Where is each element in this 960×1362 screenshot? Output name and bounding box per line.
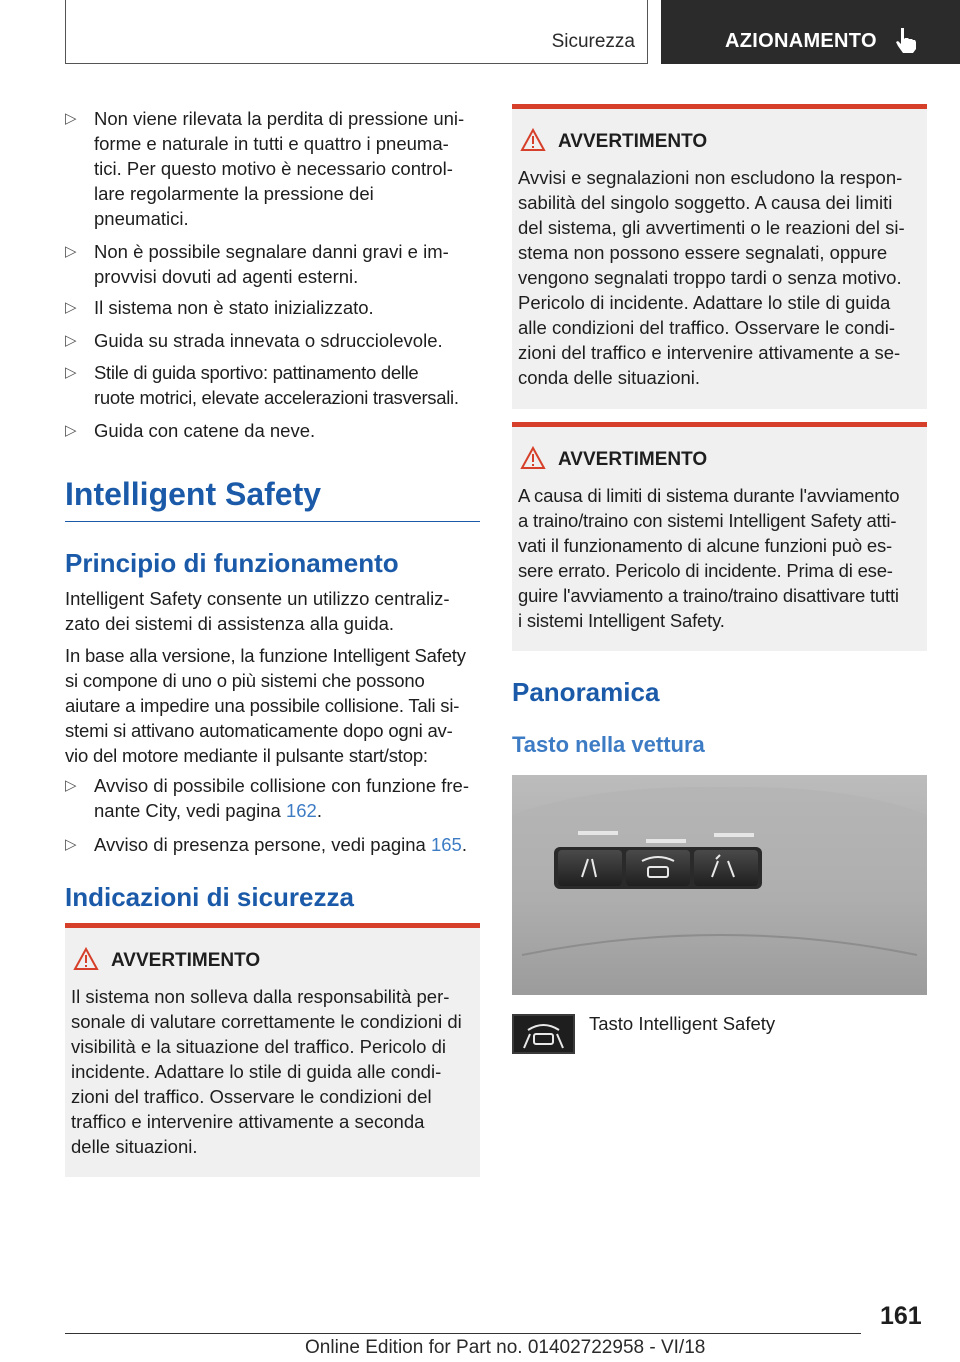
list-item: ▷ Guida su strada innevata o sdrucciolevole. (65, 330, 443, 351)
list-item: ▷ Avviso di presenza persone, vedi pagina 165. (65, 834, 467, 855)
warning-box (65, 923, 480, 1177)
list-item: ▷ Guida con catene da neve. (65, 420, 316, 441)
paragraph: In base alla versione, la funzione Intelligent Safety si compone di uno o più sistemi che possono aiutare a impedire una possibile collisione. Tali si- stemi si attivano automaticamente dopo ogni av- vio del motore mediante il pulsante start/stop: (65, 645, 466, 766)
pointing-hand-icon (892, 26, 920, 54)
intelligent-safety-button-icon (512, 1014, 575, 1054)
list-item: ▷ Il sistema non è stato inizializzato. (65, 297, 374, 318)
list-item: ▷ Non viene rilevata la perdita di pressione uni- forme e naturale in tutti e quattro i pneuma- tici. Per questo motivo è necessario control- lare regolarmente la pressione dei pneumatici. (65, 108, 465, 229)
header-section-box (65, 0, 648, 64)
page-number: 161 (880, 1302, 922, 1330)
sub-subsection-heading-button: Tasto nella vettura (512, 732, 705, 757)
warning-box (512, 104, 927, 409)
bullet-triangle-icon: ▷ (65, 422, 77, 439)
bullet-triangle-icon: ▷ (65, 243, 77, 260)
image-caption: Tasto Intelligent Safety (589, 1013, 776, 1034)
warning-title: AVVERTIMENTO (558, 449, 708, 470)
footer-edition: Online Edition for Part no. 01402722958 - VI/18 (305, 1337, 706, 1358)
warning-triangle-icon (520, 128, 546, 152)
bullet-triangle-icon: ▷ (65, 836, 77, 853)
bullet-triangle-icon: ▷ (65, 299, 77, 316)
subsection-heading-overview: Panoramica (512, 677, 660, 707)
header-chapter-title: AZIONAMENTO (725, 30, 877, 52)
bullet-triangle-icon: ▷ (65, 110, 77, 127)
warning-triangle-icon (520, 446, 546, 470)
warning-body: Il sistema non solleva dalla responsabilità per- sonale di valutare correttamente le condizioni di visibilità e la situazione del traffico. Pericolo di incidente. Adattare lo stile di guida alle condi- zioni del traffico. Osservare le condizioni del traffico e intervenire attivamente a seconda delle situazioni. (71, 986, 462, 1157)
list-item: ▷ Avviso di possibile collisione con funzione fre- nante City, vedi pagina 162. (65, 775, 469, 821)
bullet-triangle-icon: ▷ (65, 364, 77, 381)
list-item: ▷ Non è possibile segnalare danni gravi e im- provvisi dovuti ad agenti esterni. (65, 241, 449, 287)
vehicle-button-photo (512, 775, 927, 995)
page-link-162[interactable]: 162 (285, 800, 317, 821)
bullet-triangle-icon: ▷ (65, 777, 77, 794)
subsection-heading-safety: Indicazioni di sicurezza (65, 882, 354, 912)
page-link-165[interactable]: 165 (430, 834, 462, 855)
warning-title: AVVERTIMENTO (111, 950, 261, 971)
warning-box (512, 422, 927, 651)
header-section-title: Sicurezza (551, 31, 635, 52)
list-item: ▷ Stile di guida sportivo: pattinamento delle ruote motrici, elevate accelerazioni trasversali. (65, 362, 459, 408)
footer-divider (65, 1333, 861, 1334)
bullet-triangle-icon: ▷ (65, 332, 77, 349)
warning-title: AVVERTIMENTO (558, 131, 708, 152)
warning-body: A causa di limiti di sistema durante l'avviamento a traino/traino con sistemi Intelligent Safety atti- vati il funzionamento di alcune funzioni può es- sere errato. Pericolo di incidente. Prima di ese- guire l'avviamento a traino/traino disattivare tutti i sistemi Intelligent Safety. (518, 485, 900, 631)
warning-body: Avvisi e segnalazioni non escludono la respon- sabilità del singolo soggetto. A causa dei limiti del sistema, gli avvertimenti o le reazioni del si- stema non possono essere segnalati, oppure vengono segnalati troppo tardi o senza motivo. Pericolo di incidente. Adattare lo stile di guida alle condizioni del traffico. Osservare le condi- zioni del traffico e intervenire attivamente a se- conda delle situazioni. (518, 167, 905, 388)
section-heading: Intelligent Safety (65, 476, 480, 522)
subsection-heading-principle: Principio di funzionamento (65, 548, 399, 578)
warning-triangle-icon (73, 947, 99, 971)
paragraph: Intelligent Safety consente un utilizzo centraliz- zato dei sistemi di assistenza alla guida. (65, 588, 450, 634)
